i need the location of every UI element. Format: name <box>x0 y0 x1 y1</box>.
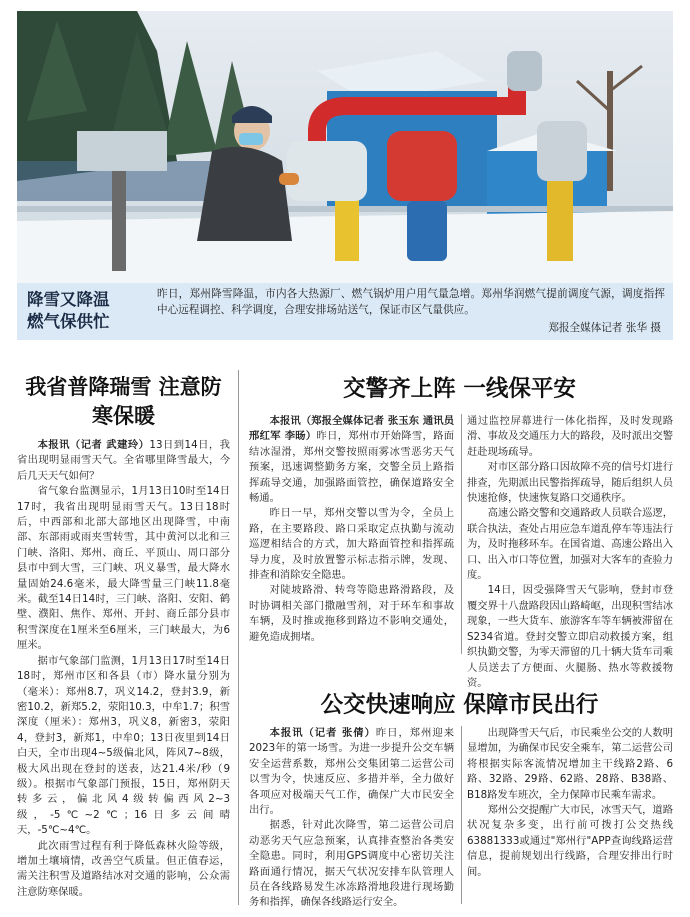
caption-title-line1: 降雪又降温 <box>27 290 110 309</box>
paragraph: 据悉，针对此次降雪，第二运营公司启动恶劣天气应急预案，认真排查整治各类安全隐患。同时，利用GPS调度中心密切关注路面通行情况，据天气状况安排车队管理人员在各线路易发生冰冻路滑地段进行现场勤务和指挥，确保各线路运行安全。 <box>249 819 454 909</box>
article-police-col1 <box>249 414 454 654</box>
headline-bus: 公交快速响应 保障市民出行 <box>320 692 599 718</box>
byline: 本报讯（记者 武建玲） <box>37 439 150 451</box>
caption-credit: 郑报全媒体记者 张华 摄 <box>548 322 661 334</box>
headline-snow: 我省普降瑞雪 注意防寒保暖 <box>25 374 222 428</box>
headline-traffic-police: 交警齐上阵 一线保平安 <box>343 376 576 402</box>
caption-text: 昨日，郑州降雪降温，市内各大热源厂、燃气锅炉用户用气量急增。郑州华润燃气提前调度气源，调度指挥中心远程调控、科学调度，合理安排场站送气，保证市区气量供应。 <box>157 288 665 316</box>
paragraph: 昨日一早，郑州交警以雪为令，全员上路，在主要路段、路口采取定点执勤与流动巡逻相结合的方式，加大路面管控和指挥疏导力度，及时放置警示标志指示牌，发现、排查和消除安全隐患。 <box>249 507 454 582</box>
paragraph: 高速公路交警和交通路政人员联合巡逻，联合执法，查处占用应急车道乱停车等违法行为，及时拖移环车。在国省道、高速公路出入口、出入市口等位置，加强对大客车的查验力度。 <box>467 507 673 582</box>
paragraph: 本报讯（记者 武建玲）13日到14日，我省出现明显雨雪天气。全省哪里降雪最大，今后几天天气如何？ <box>17 439 230 482</box>
caption-title-line2: 燃气保供忙 <box>27 312 110 331</box>
article-bus-col2 <box>467 726 673 908</box>
paragraph: 本报讯（郑报全媒体记者 张玉东 通讯员 邢红军 李旸）昨日，郑州市开始降雪，路面结冰湿滑，郑州交警按照雨雾冰雪恶劣天气预案，迅速调整勤务方案，交警全员上路指挥疏导交通，加强路面管控，确保道路安全畅通。 <box>249 415 455 505</box>
photo-caption <box>17 283 673 340</box>
paragraph: 14日，因受强降雪天气影响，登封市登覆交界十八盘路段因山路崎岖，出现积雪结冰现象，一些大货车、旅游客车等车辆被滞留在S234省道。登封交警立即启动救援方案，组织执勤交警，为零天滞留的几十辆大货车司乘人员送去了方便面、火腿肠、热水等救援物资。 <box>467 584 673 689</box>
column-divider <box>461 726 462 904</box>
article-police-col2 <box>467 414 673 689</box>
paragraph: 郑州公交提醒广大市民，冰雪天气，道路状况复杂多变，出行前可拨打公交热线63881333或通过"郑州行"APP查询线路运营信息，提前规划出行线路，合理安排出行时间。 <box>467 804 673 878</box>
paragraph: 通过监控屏幕进行一体化指挥，及时发现路滑、事故及交通压力大的路段，及时派出交警赶赴现场疏导。 <box>467 415 673 458</box>
column-divider <box>238 370 239 905</box>
article-snow-body <box>17 438 230 908</box>
paragraph: 据市气象部门监测，1月13日17时至14日18时，郑州市区和各县（市）降水量分别为（毫米）：郑州8.7，巩义14.2，登封3.9，新密10.2，新郑5.2，荥阳10.3，中牟1.7；积雪深度（厘米）：郑州3，巩义8，新密3，荥阳4，登封3，新郑1，中牟0；13日夜里到14日白天，全市出现4~5级偏北风，阵风7~8级，极大风出现在登封的送表，达21.4米/秒（9级）。根据市气象部门预报，15日，郑州阴天转多云，偏北风4级转偏西风2~3级，-5℃~2℃；16日多云间晴天，-5℃~4℃。 <box>17 654 230 837</box>
column-divider <box>461 414 462 654</box>
news-photo <box>17 11 673 283</box>
paragraph: 省气象台监测显示，1月13日10时至14日17时，我省出现明显雨雪天气。13日18时后，中西部和北部大部地区出现降雪，中南部、东部雨或雨夹雪转雪，其中黄河以北和三门峡、洛阳、郑州、商丘、平顶山、周口部分县市中到大雪，三门峡、巩义暴雪，最大降水量固始24.6毫米，最大降雪量三门峡11.8毫米。截至14日14时，三门峡、洛阳、安阳、鹤壁、濮阳、焦作、郑州、开封、商丘部分县市积雪深度在1厘米至6厘米，三门峡最大，为6厘米。 <box>17 485 230 652</box>
byline: 本报讯（记者 张倩） <box>269 727 376 739</box>
paragraph: 出现降雪天气后，市民乘坐公交的人数明显增加，为确保市民安全乘车，第二运营公司将根据实际客流情况增加主干线路2路、6路、32路、29路、62路、28路、B38路、B18路发车班次，全力保障市民乘车需求。 <box>467 727 673 801</box>
byline: 本报讯（郑报全媒体记者 张玉东 通讯员 邢红军 李旸） <box>249 415 454 443</box>
paragraph: 此次雨雪过程有利于降低森林火险等级，增加土壤墒情，改善空气质量。但正值春运，需关注积雪及道路结冰对交通的影响，公众需注意防寒保暖。 <box>17 839 230 898</box>
paragraph: 本报讯（记者 张倩）昨日，郑州迎来2023年的第一场雪。为进一步提升公交车辆安全运营系数，郑州公交集团第二运营公司以雪为令，快速反应、多措并举，全力做好各项应对极端天气工作，确保广大市民安全出行。 <box>249 727 454 817</box>
paragraph: 对市区部分路口因故障不亮的信号灯进行排查，先期派出民警指挥疏导，随后组织人员快速抢修，快速恢复路口交通秩序。 <box>467 461 673 505</box>
paragraph: 对陡坡路滑、转弯等隐患路滑路段，及时协调相关部门撒融雪剂，对于环车和事故车辆，及时推或拖移到路边不影响交通处，避免造成拥堵。 <box>249 584 454 643</box>
caption-title <box>27 289 145 333</box>
article-bus-col1 <box>249 726 454 908</box>
